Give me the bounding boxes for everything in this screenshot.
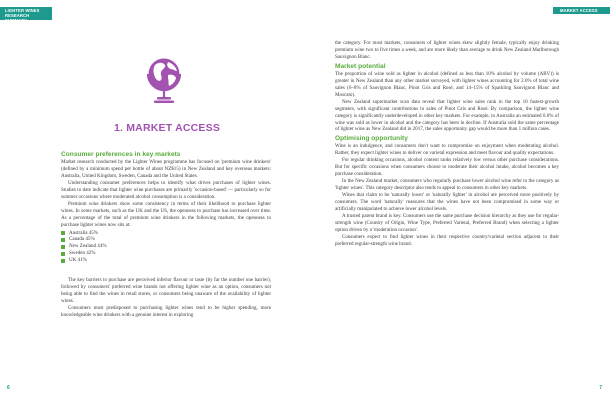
paragraph: Understanding consumer preferences helps to identify what drives purchases of lighter wines. Studies to date indicate that lighter wine purchases are primarily 'occasion-based' — particularly so for summer occasions where moderated alcohol consumption is a consideration.: [61, 179, 271, 200]
paragraph: The key barriers to purchase are perceived inferior flavour or taste (by far the number one barrier), followed by consumers' preferred wine brands not offering lighter wine as an option, consumers not being able to find the wines in retail stores, or consumers being unaware of the availability of lighter wines.: [61, 277, 271, 305]
paragraph: the category. For most markets, consumers of lighter wines skew slightly female, typically enjoy drinking premium wine two to five times a week, and are more likely than average to drink New Zealand Marlborough Sauvignon Blanc.: [335, 40, 559, 60]
paragraph: New Zealand supermarket scan data reveal that lighter wine sales rank in the top 10 fastest-growth segments, with significant contributions to sales of Pinot Gris and Rosé. By comparison, the lighter wine category is significantly underdeveloped in other key markets. For example, in Australia an estimated 0.6% of wine was sold as lower in alcohol and the category has been in decline. If Australia sold the same percentage of lighter wine as New Zealand did in 2017, the sales opportunity gap would be more than 1 million cases.: [335, 98, 559, 133]
page-number-left: 6: [7, 385, 10, 391]
paragraph: Consumers most predisposed to purchasing lighter wines tend to be higher spending, more knowledgeable wine drinkers with a genuine interest in exploring: [61, 305, 271, 319]
subheading-market-potential: Market potential: [335, 62, 386, 70]
openness-stats-list: [61, 230, 271, 265]
page-number-right: 7: [599, 385, 602, 391]
list-item: Sweden 42%: [61, 250, 271, 257]
left-text-column: [61, 151, 271, 319]
paragraph: The proportion of wine sold as lighter in alcohol (defined as less than 10% alcohol by volume (ABV)) is greater in New Zealand than any other market surveyed, with lighter wines accounting for 2.6% of total wine sales (6–8% of Sauvignon Blanc, Pinot Gris and Rosé, and 14–15% of Sparkling Sauvignon Blanc and Moscato).: [335, 70, 559, 98]
right-text-column: [335, 40, 559, 248]
subheading-consumer-preferences: Consumer preferences in key markets: [61, 151, 181, 158]
paragraph: Premium wine drinkers show some consistency in terms of their likelihood to purchase lighter wines. In some markets, such as the UK and the US, the openness to purchase has increased over time. As a percentage of the total of premium wine drinkers in the following markets, the openness to purchase lighter wines now sits at:: [61, 200, 271, 228]
header-tab-left-line2: RESEARCH SUMMARY: [5, 13, 30, 23]
globe-icon: [146, 56, 182, 106]
right-page: [305, 0, 610, 409]
paragraph: Consumers expect to find lighter wines in their respective country/varietal section adjacent to their preferred regular-strength wine brand.: [335, 233, 559, 247]
paragraph: Market research conducted by the Lighter Wines programme has focused on 'premium wine drinkers' (defined by a minimum spend per bottle of about NZ$15) in New Zealand and key overseas markets: Australia, United Kingdom, Sweden, Canada and the United States.: [61, 159, 271, 179]
list-item: UK 41%: [61, 257, 271, 264]
list-item: New Zealand 44%: [61, 243, 271, 250]
list-item: Canada 45%: [61, 236, 271, 243]
header-tab-right: MARKET ACCESS: [553, 7, 610, 14]
header-tab-left: [0, 7, 52, 23]
paragraph: Wines that claim to be 'naturally lower' or 'naturally lighter' in alcohol are perceived more positively by consumers. The word 'naturally' reassures that the wines have not been compromised in some way or artificially manipulated to achieve lower alcohol levels.: [335, 192, 559, 213]
paragraph: In the New Zealand market, consumers who regularly purchase lower alcohol wine refer to the category as 'lighter wines'. This category descriptor also tends to appeal to consumers in other key markets.: [335, 178, 559, 192]
paragraph: Wine is an indulgence, and consumers don't want to compromise on enjoyment when moderating alcohol. Rather, they expect lighter wines to deliver on varietal expression and meet flavour and quality expectations.: [335, 143, 559, 157]
paragraph: A trusted parent brand is key. Consumers use the same purchase decision hierarchy as they use for regular-strength wine (Country of Origin, Wine Type, Preferred Varietal, Preferred Brand) when selecting a lighter option driven by a 'moderation occasion'.: [335, 212, 559, 233]
header-tab-left-line1: LIGHTER WINES: [5, 8, 40, 13]
list-item: Australia 45%: [61, 230, 271, 237]
paragraph: For regular drinking occasions, alcohol content ranks relatively low versus other purchase considerations. But for specific occasions when consumers choose to moderate their alcohol intake, alcohol becomes a key purchase consideration.: [335, 157, 559, 178]
page-title: 1. MARKET ACCESS: [113, 122, 221, 134]
subheading-optimising-opportunity: Optimising opportunity: [335, 135, 408, 143]
